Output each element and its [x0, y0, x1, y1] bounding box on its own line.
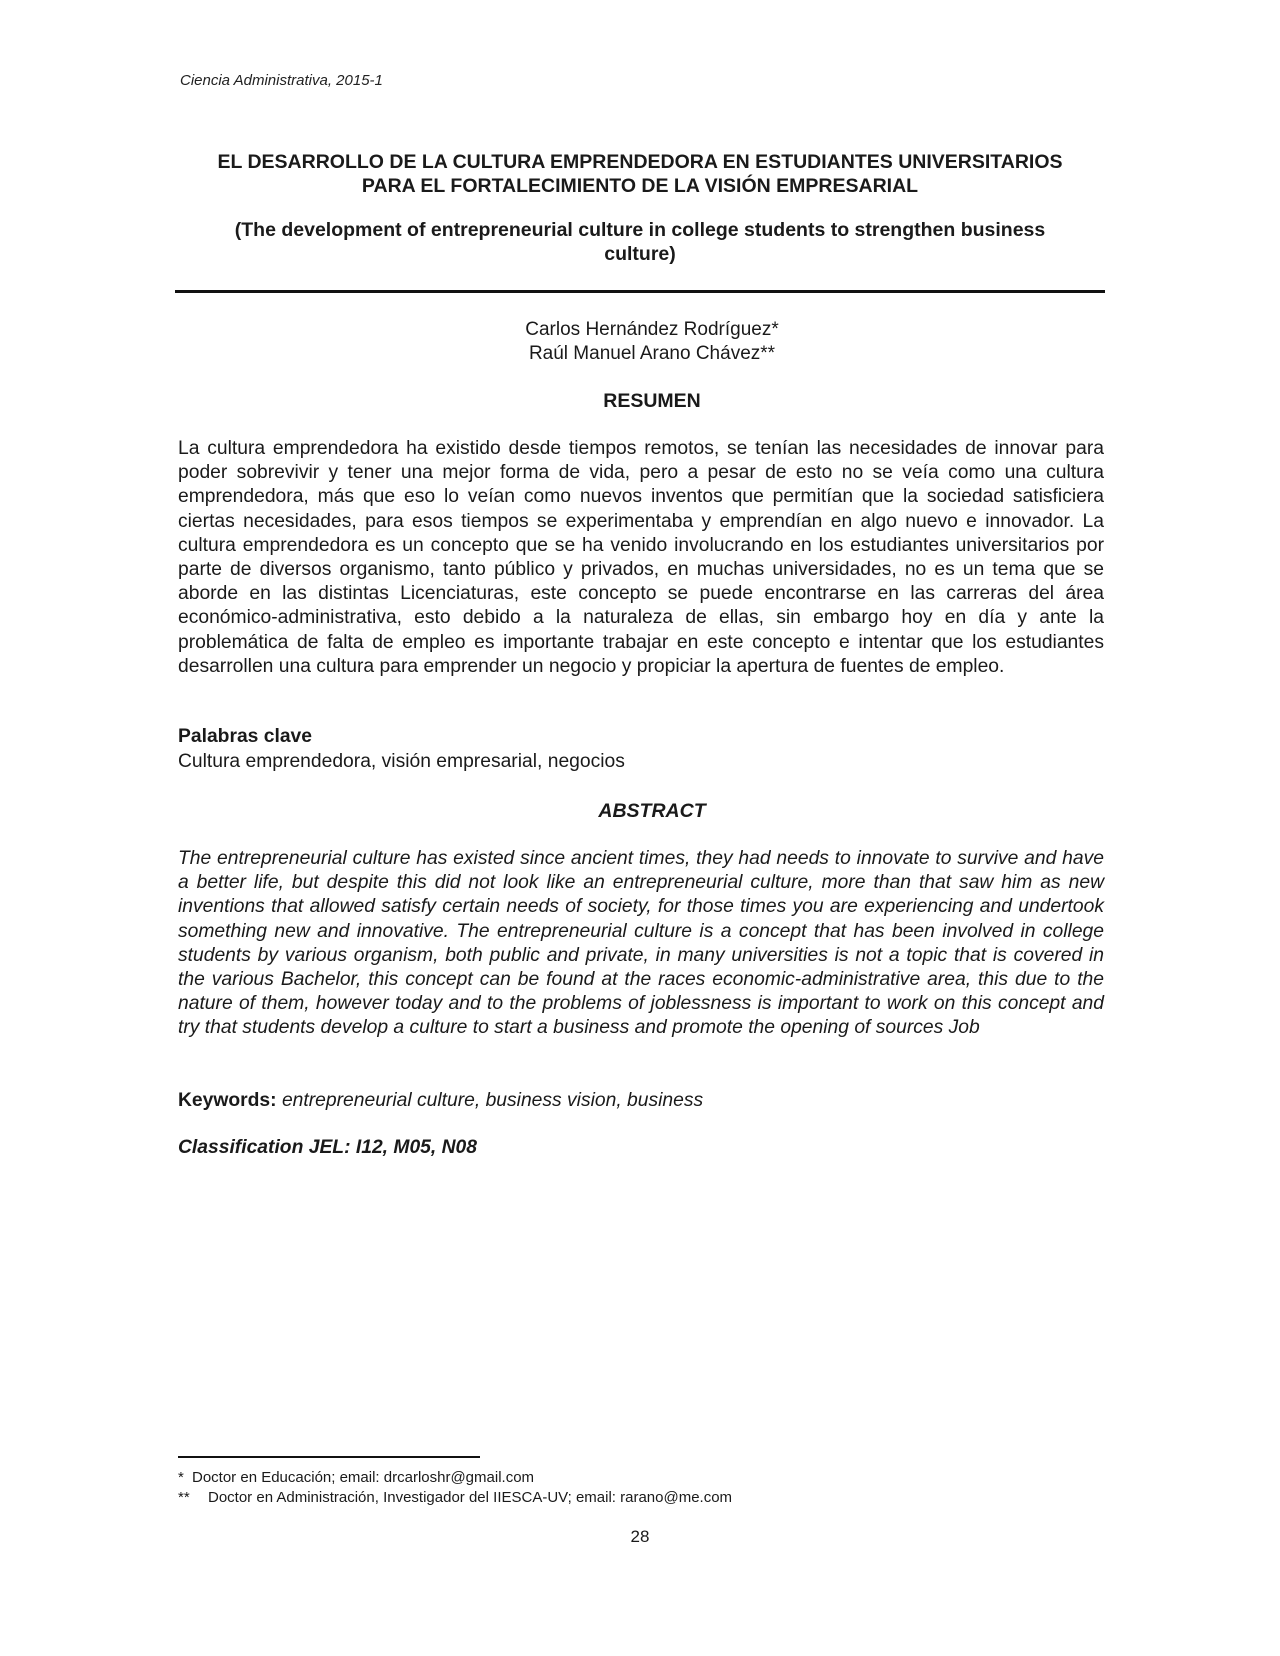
palabras-clave-values: Cultura emprendedora, visión empresarial, negocios	[178, 751, 625, 772]
palabras-clave-heading: Palabras clave	[178, 726, 312, 747]
abstract-heading: ABSTRACT	[598, 800, 706, 822]
page-number: 28	[630, 1527, 650, 1546]
footnote-mark: **	[178, 1489, 190, 1506]
footnote	[178, 1468, 732, 1488]
footnote-text: Doctor en Administración, Investigador del IIESCA-UV; email: rarano@me.com	[208, 1489, 733, 1506]
author-list	[0, 318, 1280, 366]
author-name: Carlos Hernández Rodríguez*	[525, 319, 779, 340]
footnote-divider	[178, 1456, 480, 1458]
spanish-title-line-1: EL DESARROLLO DE LA CULTURA EMPRENDEDORA EN ESTUDIANTES UNIVERSITARIOS	[217, 151, 1063, 173]
keywords-values: entrepreneurial culture, business vision, business	[281, 1090, 704, 1111]
keywords-label: Keywords:	[178, 1090, 277, 1111]
resumen-heading: RESUMEN	[603, 390, 701, 412]
english-title-line-1: (The development of entrepreneurial culture in college students to strengthen business	[234, 219, 1046, 241]
footnote-text: Doctor en Educación; email: drcarloshr@gmail.com	[192, 1469, 535, 1486]
spanish-title-line-2: PARA EL FORTALECIMIENTO DE LA VISIÓN EMPRESARIAL	[361, 175, 919, 197]
running-head: Ciencia Administrativa, 2015-1	[180, 72, 383, 89]
footnote	[178, 1488, 732, 1508]
author-name: Raúl Manuel Arano Chávez**	[528, 343, 776, 364]
footnotes	[178, 1468, 732, 1508]
keywords-line	[178, 1090, 703, 1112]
english-title	[176, 218, 1104, 266]
english-title-line-2: culture)	[604, 243, 676, 265]
title-divider	[175, 290, 1105, 293]
spanish-title	[176, 150, 1104, 198]
resumen-text: La cultura emprendedora ha existido desde tiempos remotos, se tenían las necesidades de innovar para poder sobrevivir y tener una mejor forma de vida, pero a pesar de esto no se veía como una cultura emprendedora, más que eso lo veían como nuevos inventos que permitían que la sociedad satisficiera ciertas necesidades, para esos tiempos se experimentaba y emprendían en algo nuevo e innovador. La cultura emprendedora es un concepto que se ha venido involucrando en los estudiantes universitarios por parte de diversos organismo, tanto público y privados, en muchas universidades, no es un tema que se aborde en las distintas Licenciaturas, este concepto se puede encontrarse en las carreras del área económico-administrativa, esto debido a la naturaleza de ellas, sin embargo hoy en día y ante la problemática de falta de empleo es importante trabajar en este concepto e intentar que los estudiantes desarrollen una cultura para emprender un negocio y propiciar la apertura de fuentes de empleo.	[178, 438, 1104, 677]
abstract-text: The entrepreneurial culture has existed since ancient times, they had needs to innovate to survive and have a better life, but despite this did not look like an entrepreneurial culture, more than that saw him as new inventions that allowed satisfy certain needs of society, for those times you are experiencing and undertook something new and innovative. The entrepreneurial culture is a concept that has been involved in college students by various organism, both public and private, in many universities is not a topic that is covered in the various Bachelor, this concept can be found at the races economic-administrative area, this due to the nature of them, however today and to the problems of joblessness is important to work on this concept and try that students develop a culture to start a business and promote the opening of sources Job	[178, 848, 1104, 1039]
jel-classification: Classification JEL: I12, M05, N08	[178, 1137, 477, 1158]
footnote-mark: *	[178, 1469, 184, 1486]
title-block	[176, 150, 1104, 266]
